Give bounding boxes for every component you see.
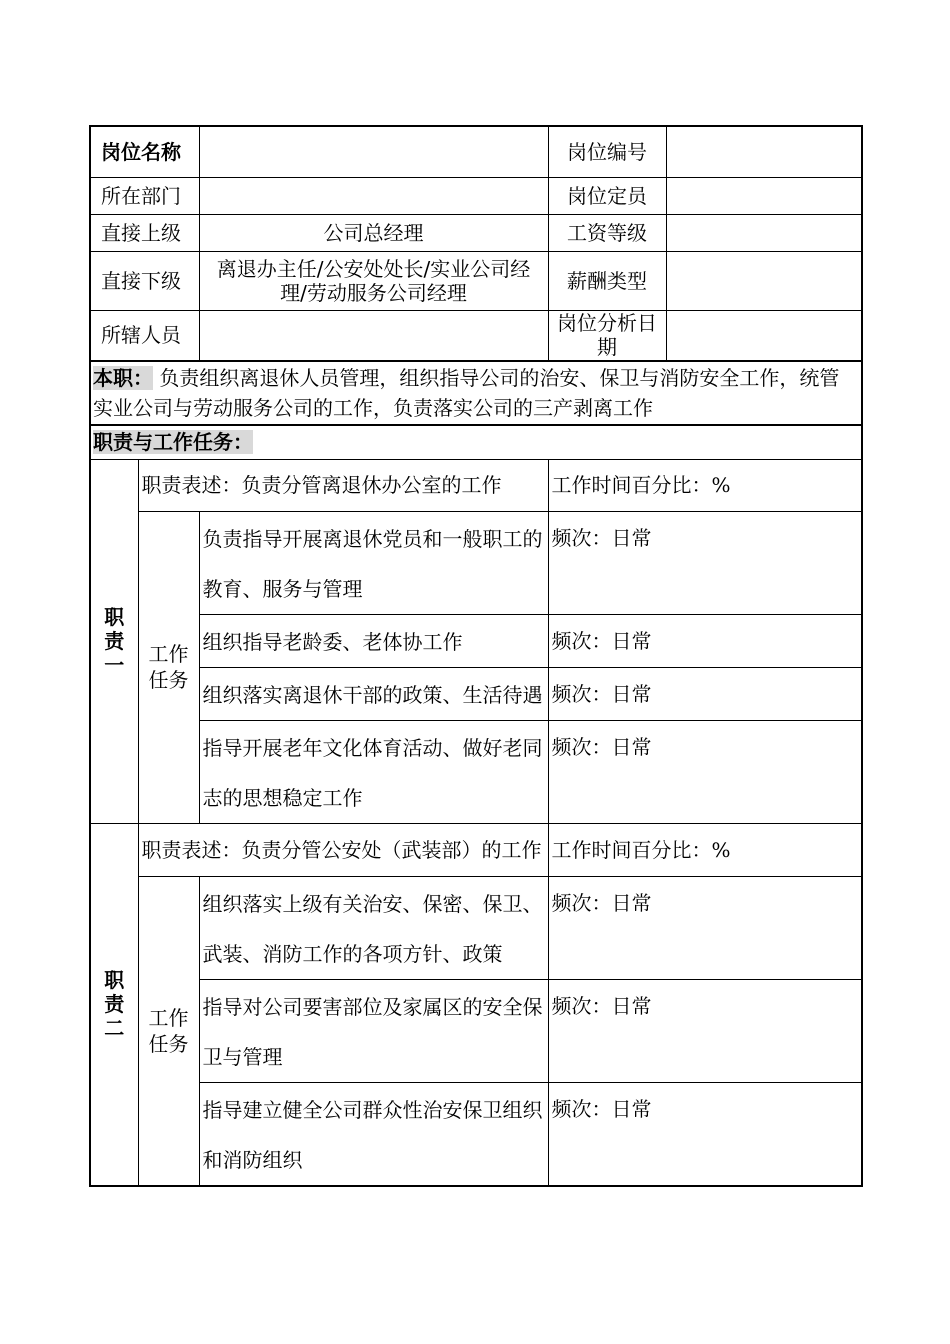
duty1-task-1: 负责指导开展离退休党员和一般职工的教育、服务与管理 (199, 511, 548, 614)
quota-value[interactable] (666, 177, 862, 214)
duty1-task-2-freq: 频次：日常 (548, 614, 862, 667)
duty2-task-2: 指导对公司要害部位及家属区的安全保卫与管理 (199, 979, 548, 1082)
core-duty-label: 本职： (93, 366, 153, 390)
duty1-tasks-label: 工作任务 (148, 642, 189, 692)
core-duty-text: 负责组织离退休人员管理，组织指导公司的治安、保卫与消防安全工作，统管实业公司与劳动服务公司的工作，负责落实公司的三产剥离工作 (93, 366, 840, 420)
core-duty-cell (90, 361, 862, 425)
duty1-title-cell (90, 459, 138, 823)
duty1-title: 职责一 (104, 605, 125, 677)
dept-label: 所在部门 (90, 177, 199, 214)
row-staff (90, 310, 862, 361)
row-core-duty (90, 361, 862, 425)
post-name-value[interactable] (199, 126, 548, 177)
wage-value[interactable] (666, 214, 862, 251)
duty2-task-2-freq: 频次：日常 (548, 979, 862, 1082)
duty2-percent: 工作时间百分比：% (548, 823, 862, 876)
duty1-task-2: 组织指导老龄委、老体协工作 (199, 614, 548, 667)
subordinate-value: 离退办主任/公安处处长/实业公司经理/劳动服务公司经理 (199, 251, 548, 310)
post-no-label: 岗位编号 (548, 126, 666, 177)
post-name-label: 岗位名称 (90, 126, 199, 177)
duty2-task-1-freq: 频次：日常 (548, 876, 862, 979)
duty1-tasks-label-cell (138, 511, 199, 823)
duties-heading: 职责与工作任务： (93, 430, 253, 455)
duty1-task-4-freq: 频次：日常 (548, 720, 862, 823)
dept-value[interactable] (199, 177, 548, 214)
quota-label: 岗位定员 (548, 177, 666, 214)
duty1-task-1-freq: 频次：日常 (548, 511, 862, 614)
duty1-task-row (90, 511, 862, 614)
duty1-statement-row (90, 459, 862, 511)
duty2-tasks-label-cell (138, 876, 199, 1186)
row-post-name (90, 126, 862, 177)
duty1-percent: 工作时间百分比：% (548, 459, 862, 511)
salary-type-value[interactable] (666, 251, 862, 310)
duty2-statement: 职责表述：负责分管公安处（武装部）的工作 (138, 823, 548, 876)
analysis-date-value[interactable] (666, 310, 862, 361)
duty2-task-3-freq: 频次：日常 (548, 1082, 862, 1186)
duty2-title: 职责二 (104, 968, 125, 1040)
duty2-task-1: 组织落实上级有关治安、保密、保卫、武装、消防工作的各项方针、政策 (199, 876, 548, 979)
duty1-task-3: 组织落实离退休干部的政策、生活待遇 (199, 667, 548, 720)
wage-label: 工资等级 (548, 214, 666, 251)
duty2-title-cell (90, 823, 138, 1186)
salary-type-label: 薪酬类型 (548, 251, 666, 310)
row-dept (90, 177, 862, 214)
row-superior (90, 214, 862, 251)
row-duties-heading (90, 425, 862, 459)
duties-heading-cell (90, 425, 862, 459)
post-no-value[interactable] (666, 126, 862, 177)
staff-value[interactable] (199, 310, 548, 361)
superior-label: 直接上级 (90, 214, 199, 251)
duty1-statement: 职责表述：负责分管离退休办公室的工作 (138, 459, 548, 511)
staff-label: 所辖人员 (90, 310, 199, 361)
subordinate-label: 直接下级 (90, 251, 199, 310)
duty2-task-row (90, 876, 862, 979)
job-description-table (89, 125, 863, 1187)
duty1-task-row (90, 720, 862, 823)
duty1-task-row (90, 667, 862, 720)
duty2-task-row (90, 1082, 862, 1186)
duty2-task-3: 指导建立健全公司群众性治安保卫组织和消防组织 (199, 1082, 548, 1186)
analysis-date-label: 岗位分析日期 (548, 310, 666, 361)
row-subordinate (90, 251, 862, 310)
duty2-statement-row (90, 823, 862, 876)
duty2-task-row (90, 979, 862, 1082)
duty2-tasks-label: 工作任务 (148, 1005, 189, 1056)
duty1-task-row (90, 614, 862, 667)
superior-value: 公司总经理 (199, 214, 548, 251)
duty1-task-4: 指导开展老年文化体育活动、做好老同志的思想稳定工作 (199, 720, 548, 823)
duty1-task-3-freq: 频次：日常 (548, 667, 862, 720)
job-description-sheet (89, 125, 861, 1187)
